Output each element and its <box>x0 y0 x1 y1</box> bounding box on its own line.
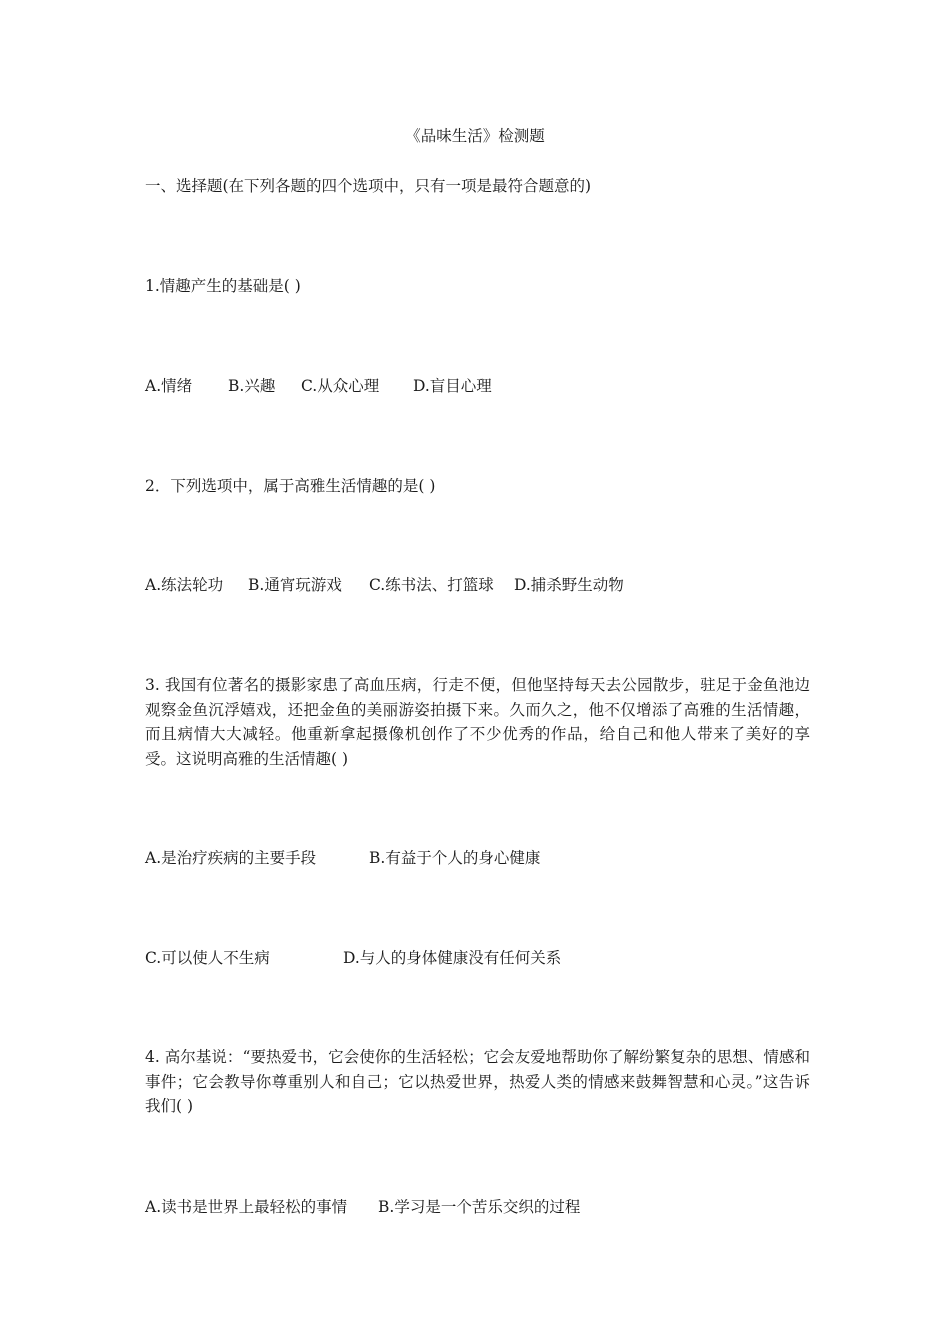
question-1-options <box>145 374 810 398</box>
option-b: B.学习是一个苦乐交织的过程 <box>378 1198 581 1216</box>
option-b: B.兴趣 <box>228 377 276 395</box>
option-a: A.练法轮功 <box>145 576 224 594</box>
option-b: B.有益于个人的身心健康 <box>369 849 541 867</box>
option-a: A.是治疗疾病的主要手段 <box>145 849 317 867</box>
question-1-stem: 1.情趣产生的基础是( ) <box>145 277 301 295</box>
question-3-stem: 3. 我国有位著名的摄影家患了高血压病，行走不便，但他坚持每天去公园散步，驻足于金鱼池边观察金鱼沉浮嬉戏，还把金鱼的美丽游姿拍摄下来。久而久之，他不仅增添了高雅的生活情趣，而且病情大大减轻。他重新拿起摄像机创作了不少优秀的作品，给自己和他人带来了美好的享受。这说明高雅的生活情趣( ) <box>145 676 810 768</box>
question-3-options-row-2 <box>145 946 810 970</box>
option-b: B.通宵玩游戏 <box>248 576 342 594</box>
page-title: 《品味生活》检测题 <box>405 127 545 145</box>
option-c: C.从众心理 <box>301 377 380 395</box>
option-d: D.捕杀野生动物 <box>514 576 624 594</box>
question-3-options-row-1 <box>145 846 810 870</box>
option-c: C.练书法、打篮球 <box>369 576 494 594</box>
option-a: A.读书是世界上最轻松的事情 <box>145 1198 348 1216</box>
option-c: C.可以使人不生病 <box>145 949 270 967</box>
option-d: D.与人的身体健康没有任何关系 <box>343 949 562 967</box>
question-4-stem: 4. 高尔基说：“要热爱书，它会使你的生活轻松；它会友爱地帮助你了解纷繁复杂的思想、情感和事件；它会教导你尊重别人和自己；它以热爱世界，热爱人类的情感来鼓舞智慧和心灵。”这告诉我们( ) <box>145 1048 810 1115</box>
question-2-stem: 2．下列选项中，属于高雅生活情趣的是( ) <box>145 477 436 495</box>
option-d: D.盲目心理 <box>413 377 492 395</box>
question-4-options <box>145 1195 810 1219</box>
option-a: A.情绪 <box>145 377 193 395</box>
question-2-options <box>145 573 810 597</box>
section-heading: 一、选择题(在下列各题的四个选项中，只有一项是最符合题意的) <box>145 177 592 195</box>
